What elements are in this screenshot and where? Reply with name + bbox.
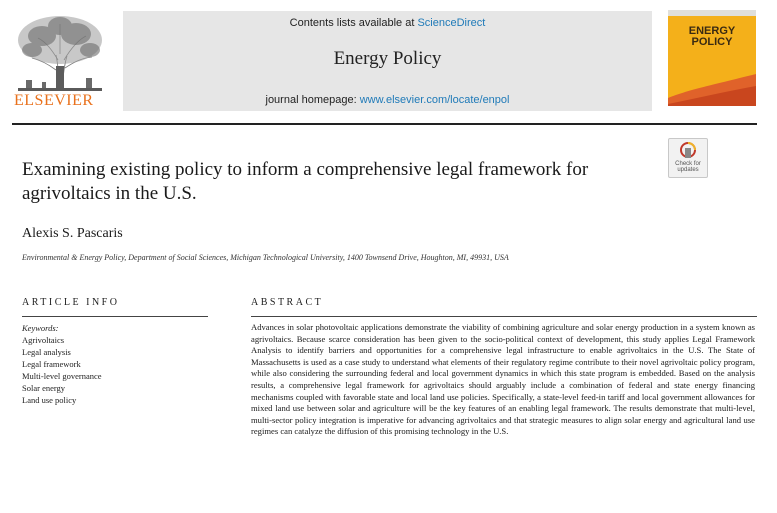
check-for-updates-badge[interactable] [668,138,708,178]
journal-name: Energy Policy [333,48,442,69]
article-title: Examining existing policy to inform a comprehensive legal framework for agrivoltaics in the U.S. [22,159,589,204]
article-info-heading: ARTICLE INFO [22,297,120,308]
keyword-item: Legal analysis [22,347,71,357]
cover-title-line2: POLICY [691,36,733,48]
keyword-item: Land use policy [22,395,77,405]
keyword-item: Agrivoltaics [22,335,65,345]
keywords-block [22,322,102,406]
bookmark-check-icon [680,142,696,160]
cover-title-line1: ENERGY [688,25,736,37]
keyword-item: Multi-level governance [22,371,102,381]
author-affiliation: Environmental & Energy Policy, Department of Social Sciences, Michigan Technological University, 1400 Townsend Drive, Houghton, MI, 49931, USA [22,253,509,262]
abstract-text: Advances in solar photovoltaic applications demonstrate the viability of combining agriculture and solar energy production in a system known as agrivoltaics. Because scarce consideration has been given to the socio-political context of development, this study applies Legal Framework Analysis to identify barriers and opportunities for a comprehensive legal infrastructure to enable agrivoltaics in the U.S. The State of Massachusetts is used as a case study to understand what elements of their regulatory regime contribute to their novel agrivoltaic policy program, while also considering the surrounding federal and local government dynamics in which this state program is embedded. Based on the analysis results, a comprehensive legal framework for agrivoltaics should arguably include a combination of federal and state energy financing mechanisms coupled with favorable state and local land use policies. Specifically, a state-level feed-in tariff and local government allowances for mixed land use between solar and agriculture will be the key features of an enabling legal framework. The results demonstrate that multi-level, multi-sector policy integration is imperative for advancing agrivoltaics and that strategic measures to align solar energy and agricultural land use regimes can catalyze the diffusion of this promising technology in the U.S. [251,322,755,437]
homepage-prefix: journal homepage: [265,94,360,106]
journal-homepage-link[interactable]: www.elsevier.com/locate/enpol [359,94,510,106]
updates-label [669,161,707,173]
article-info-rule [22,316,208,317]
cover-graphic [668,68,756,106]
publisher-name: ELSEVIER [14,92,94,109]
homepage-line [123,94,652,106]
keyword-item: Solar energy [22,383,66,393]
journal-cover [668,10,756,106]
contents-prefix: Contents lists available at [289,17,418,29]
author-name[interactable]: Alexis S. Pascaris [22,226,123,241]
cover-title [668,26,756,48]
keyword-item: Legal framework [22,359,81,369]
contents-line [123,17,652,29]
sciencedirect-link[interactable]: ScienceDirect [417,17,486,29]
abstract-heading: ABSTRACT [251,297,324,308]
keywords-list [22,334,102,406]
header-rule [12,123,757,125]
keywords-label: Keywords: [22,323,59,333]
updates-line1: Check for [675,161,701,167]
updates-line2: updates [677,167,699,173]
cover-top-strip [668,10,756,16]
abstract-rule [251,316,757,317]
